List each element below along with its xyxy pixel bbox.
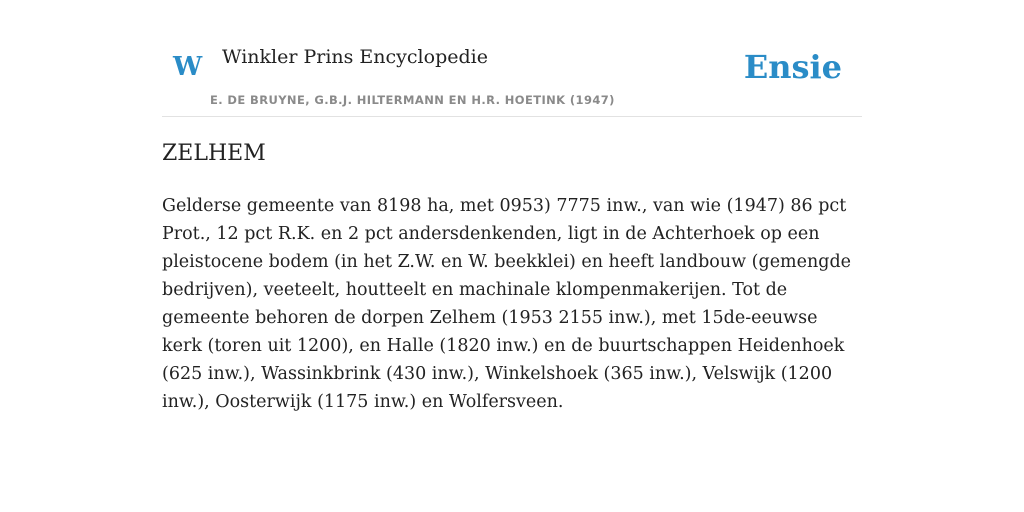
publication-authors: E. DE BRUYNE, G.B.J. HILTERMANN EN H.R. HOETINK (1947) — [210, 93, 615, 107]
ensie-brand-link[interactable]: Ensie — [743, 48, 842, 86]
publication-header — [162, 40, 862, 117]
entry-title: ZELHEM — [162, 141, 266, 166]
publication-logo[interactable]: W — [173, 52, 203, 82]
entry-body: Gelderse gemeente van 8198 ha, met 0953) 7775 inw., van wie (1947) 86 pct Prot., 12 pct R.K. en 2 pct andersdenkenden, ligt in de Achterhoek op een pleistocene bodem (in het Z.W. en W. beekklei) en heeft landbouw (gemengde bedrijven), veeteelt, houtteelt en machinale klompenmakerijen. Tot de gemeente behoren de dorpen Zelhem (1953 2155 inw.), met 15de-eeuwse kerk (toren uit 1200), en Halle (1820 inw.) en de buurtschappen Heidenhoek (625 inw.), Wassinkbrink (430 inw.), Winkelshoek (365 inw.), Velswijk (1200 inw.), Oosterwijk (1175 inw.) en Wolfersveen. — [162, 196, 852, 412]
publication-title[interactable]: Winkler Prins Encyclopedie — [222, 46, 488, 68]
